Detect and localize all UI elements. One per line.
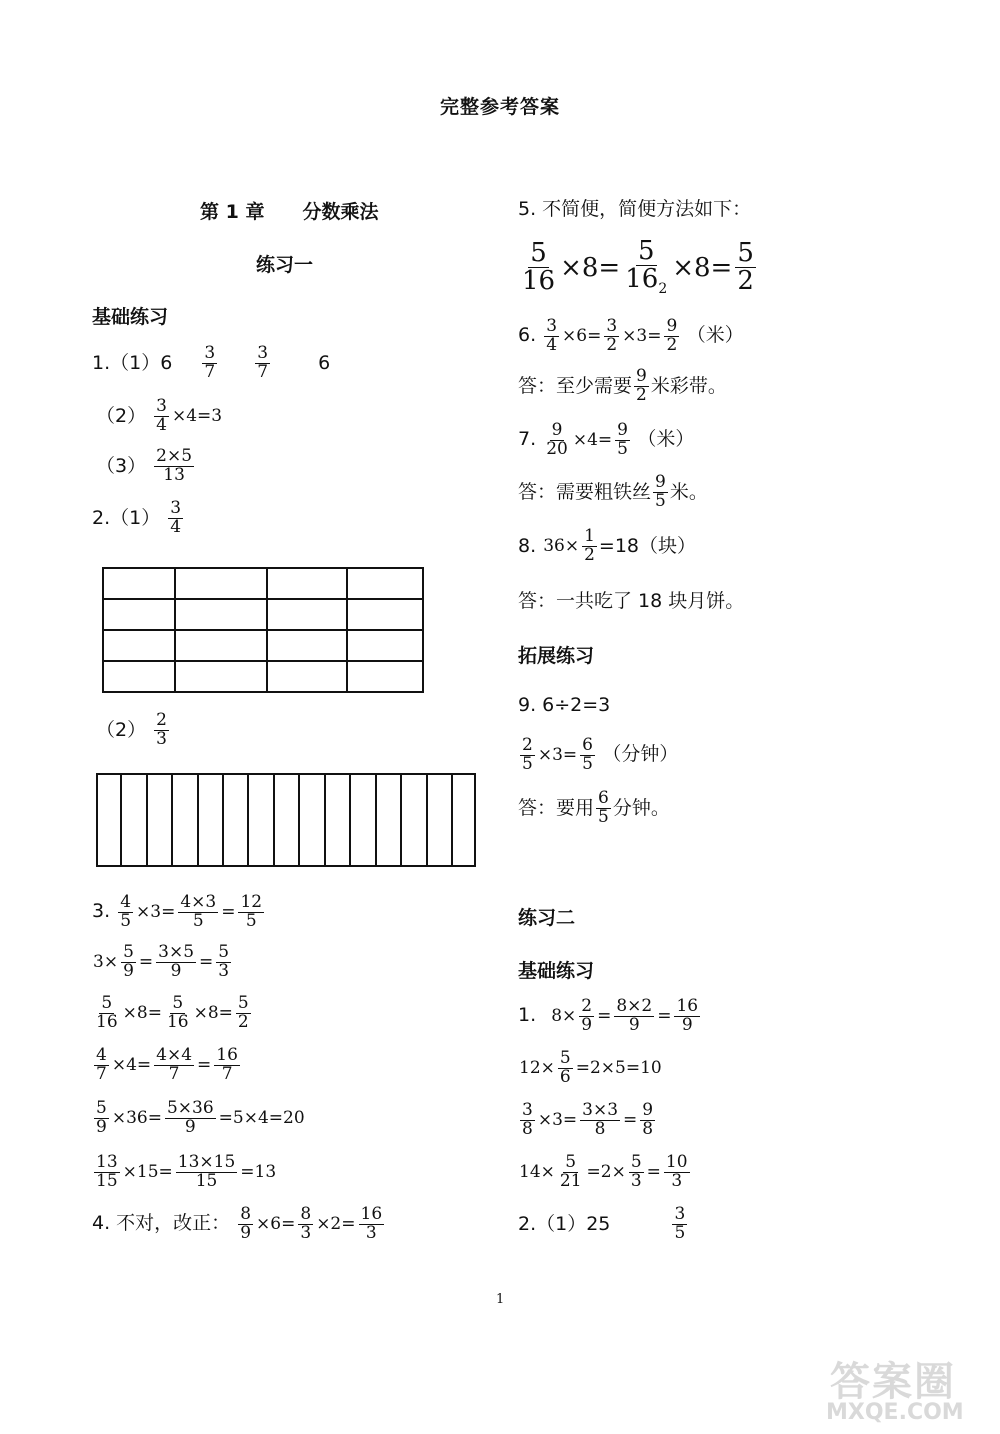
q3-line3: $\frac{5}{16}$ ×8= $\frac{5}{16}$ ×8= $\frac{5}{2}$ <box>96 993 249 1032</box>
q1-1: 1.（1）6 $\frac{3}{7}$ $\frac{3}{7}$ 6 <box>92 343 331 382</box>
q3-line2: 3× $\frac{5}{9}$ = $\frac{3\times 5}{9}$ = $\frac{5}{3}$ <box>93 942 230 981</box>
q5: 5. 不简便，简便方法如下： <box>518 198 752 220</box>
basic-practice-heading: 基础练习 <box>92 306 169 328</box>
q4: 4. 不对，改正： $\frac{8}{9}$ ×6= $\frac{8}{3}$ ×2= $\frac{16}{3}$ <box>92 1204 383 1243</box>
extension-heading: 拓展练习 <box>518 645 595 667</box>
q7: 7. $\frac{9}{20}$ ×4= $\frac{9}{5}$ （米） <box>518 420 695 459</box>
q9-answer: 答：要用 $\frac{6}{5}$ 分钟。 <box>518 788 670 827</box>
q3-line4: $\frac{4}{7}$ ×4= $\frac{4\times 4}{7}$ = $\frac{16}{7}$ <box>96 1045 238 1084</box>
q7-answer: 答：需要粗铁丝 $\frac{9}{5}$ 米。 <box>518 472 708 511</box>
exercise-heading: 练习一 <box>256 254 314 276</box>
q3-line6: $\frac{13}{15}$ ×15= $\frac{13\times 15}{15}$ =13 <box>96 1152 277 1191</box>
q1-3: （3） $\frac{2\times 5}{13}$ <box>96 446 193 485</box>
fraction-strip <box>96 773 476 867</box>
q9-expr: $\frac{2}{5}$ ×3= $\frac{6}{5}$ （分钟） <box>522 735 679 774</box>
q6-answer: 答：至少需要 $\frac{9}{2}$ 米彩带。 <box>518 366 727 405</box>
q9: 9. 6÷2=3 <box>518 694 611 716</box>
q2-1: 2.（1） $\frac{3}{4}$ <box>92 498 182 537</box>
q5-expr: $\frac{5}{16}$ ×8= $\frac{5}{16_2}$ ×8= $\frac{5}{2}$ <box>522 236 754 298</box>
page-title: 完整参考答案 <box>440 96 561 118</box>
fraction-grid <box>102 567 424 693</box>
r2: 2.（1）25 $\frac{3}{5}$ <box>518 1204 686 1243</box>
q2-2: （2） $\frac{2}{3}$ <box>96 710 167 749</box>
q6: 6. $\frac{3}{4}$ ×6= $\frac{3}{2}$ ×3= $\frac{9}{2}$ （米） <box>518 316 744 355</box>
q8-answer: 答：一共吃了 18 块月饼。 <box>518 590 745 612</box>
r1-line2: 12× $\frac{5}{6}$ =2×5=10 <box>519 1048 662 1087</box>
r1-line4: 14× $\frac{5}{21}$ =2× $\frac{5}{3}$ = $\frac{10}{3}$ <box>519 1152 688 1191</box>
chapter-heading: 第 1 章 分数乘法 <box>200 201 379 223</box>
q3-line1: 3. $\frac{4}{5}$ ×3= $\frac{4\times 3}{5}$ = $\frac{12}{5}$ <box>92 892 263 931</box>
watermark-logo: 答案圈 <box>830 1359 956 1405</box>
r1-line1: 1. 8× $\frac{2}{9}$ = $\frac{8\times 2}{9}$ = $\frac{16}{9}$ <box>518 996 699 1035</box>
q3-line5: $\frac{5}{9}$ ×36= $\frac{5\times 36}{9}$ =5×4=20 <box>96 1098 305 1137</box>
watermark-url: MXQE.COM <box>826 1400 964 1425</box>
exercise2-heading: 练习二 <box>518 907 576 929</box>
q8: 8. 36× $\frac{1}{2}$ =18（块） <box>518 526 697 565</box>
page-number: 1 <box>496 1292 505 1307</box>
q1-2: （2） $\frac{3}{4}$ ×4=3 <box>96 396 223 435</box>
basic-practice2-heading: 基础练习 <box>518 960 595 982</box>
r1-line3: $\frac{3}{8}$ ×3= $\frac{3\times 3}{8}$ = $\frac{9}{8}$ <box>522 1100 654 1139</box>
